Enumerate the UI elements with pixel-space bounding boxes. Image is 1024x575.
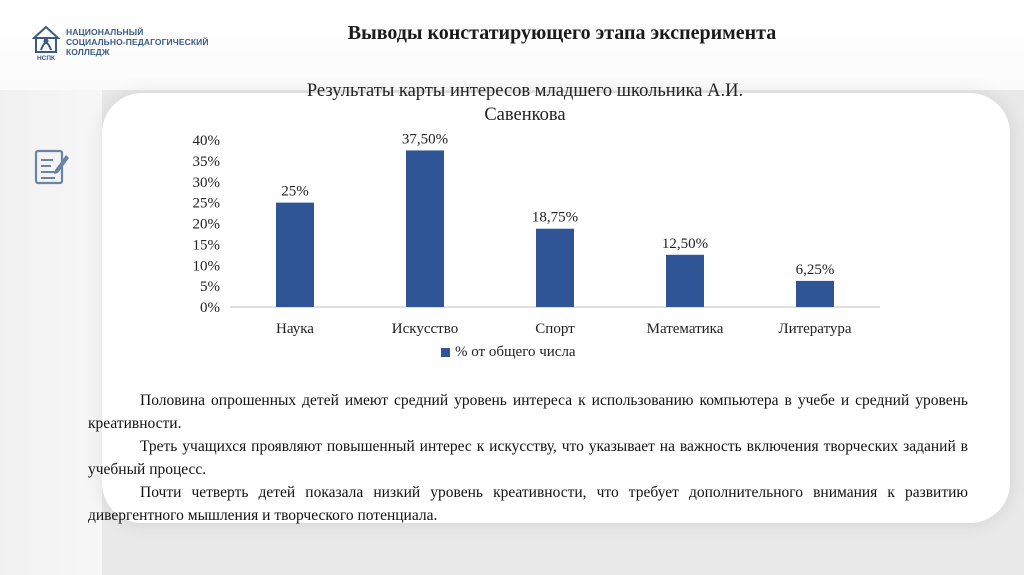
bar bbox=[536, 229, 574, 307]
y-tick-label: 30% bbox=[192, 174, 220, 191]
y-tick-label: 15% bbox=[192, 237, 220, 254]
y-tick-label: 25% bbox=[192, 195, 220, 212]
data-label: 12,50% bbox=[661, 235, 709, 252]
legend-swatch bbox=[441, 348, 450, 357]
bar bbox=[406, 150, 444, 307]
chart-title bbox=[220, 79, 830, 127]
notepad-pencil-icon bbox=[33, 146, 69, 186]
paragraph-3: Почти четверть детей показала низкий уровень креативности, что требует дополнительного внимания к развитию дивергентного мышления и творческого потенциала. bbox=[88, 484, 968, 524]
conclusions-text bbox=[88, 389, 968, 527]
y-tick-label: 40% bbox=[192, 133, 220, 149]
paragraph-1: Половина опрошенных детей имеют средний уровень интереса к использованию компьютера в учебе и средний уровень креативности. bbox=[88, 392, 968, 432]
y-tick-label: 35% bbox=[192, 153, 220, 170]
x-tick-label: Искусство bbox=[391, 321, 459, 337]
paragraph-2: Треть учащихся проявляют повышенный интерес к искусству, что указывает на важность включения творческих заданий в учебный процесс. bbox=[88, 438, 968, 478]
x-tick-label: Наука bbox=[276, 321, 314, 337]
data-label: 25% bbox=[281, 183, 309, 200]
legend-label: % от общего числа bbox=[455, 344, 576, 360]
data-label: 18,75% bbox=[531, 209, 579, 226]
x-tick-label: Спорт bbox=[535, 321, 575, 337]
chart-title-line-2: Савенкова bbox=[484, 105, 566, 125]
y-tick-label: 20% bbox=[192, 216, 220, 233]
y-tick-label: 10% bbox=[192, 258, 220, 275]
bar bbox=[796, 281, 834, 307]
y-tick-label: 5% bbox=[200, 279, 220, 296]
logo-monogram: НСПК bbox=[36, 55, 56, 62]
bar-chart bbox=[150, 130, 890, 375]
bar bbox=[276, 203, 314, 307]
x-tick-label: Литература bbox=[778, 321, 852, 337]
logo-line-3: КОЛЛЕДЖ bbox=[66, 47, 110, 57]
chart-title-line-1: Результаты карты интересов младшего школьника А.И. bbox=[306, 81, 744, 101]
logo-line-1: НАЦИОНАЛЬНЫЙ bbox=[66, 27, 144, 37]
logo-line-2: СОЦИАЛЬНО-ПЕДАГОГИЧЕСКИЙ bbox=[66, 37, 209, 47]
chart-legend bbox=[441, 344, 576, 361]
y-tick-label: 0% bbox=[200, 300, 220, 316]
data-label: 6,25% bbox=[795, 261, 835, 278]
data-label: 37,50% bbox=[401, 131, 449, 148]
bar bbox=[666, 255, 704, 307]
page-title: Выводы констатирующего этапа эксперимента bbox=[347, 22, 777, 44]
x-tick-label: Математика bbox=[646, 321, 724, 337]
